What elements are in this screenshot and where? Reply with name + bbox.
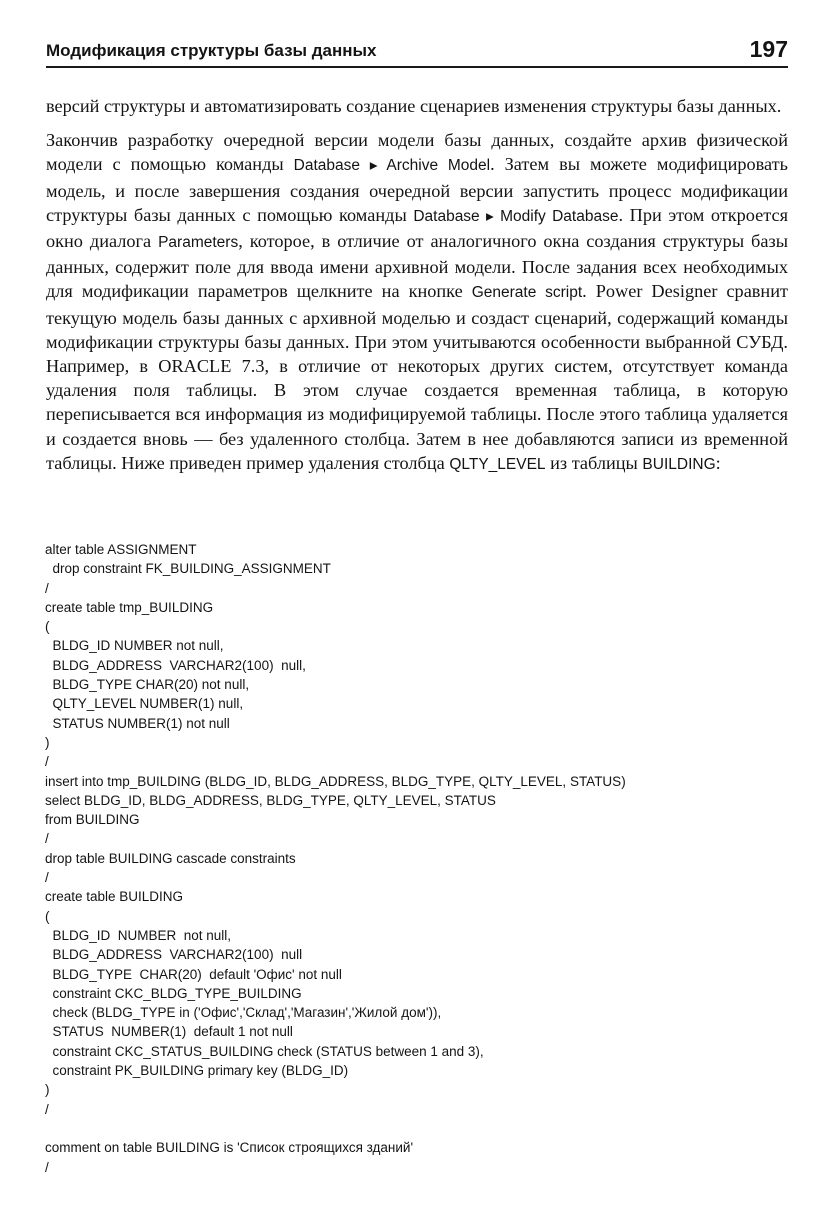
- code-line: insert into tmp_BUILDING (BLDG_ID, BLDG_ADDRESS, BLDG_TYPE, QLTY_LEVEL, STATUS): [45, 773, 626, 789]
- code-line: create table BUILDING: [45, 889, 184, 905]
- menu-command-modify-database: Database ▸ Modify Database: [413, 207, 619, 225]
- code-line: STATUS NUMBER(1) default 1 not null: [45, 1024, 293, 1040]
- code-line: BLDG_ID NUMBER not null,: [45, 638, 224, 654]
- text-segment: . Затем вы можете модифицировать модель, и после завершения создания очередной версии запустить процесс модификации структуры базы данных с помощью команды: [46, 154, 788, 225]
- code-line: ): [45, 1082, 50, 1098]
- code-line: (: [45, 619, 50, 635]
- code-line: /: [45, 1101, 49, 1117]
- code-line: /: [45, 870, 49, 886]
- code-line: BLDG_ADDRESS VARCHAR2(100) null,: [45, 657, 306, 673]
- text-segment: . При этом откроется окно диалога: [46, 204, 788, 252]
- running-title: Модификация структуры базы данных: [46, 41, 377, 60]
- code-line: /: [45, 831, 49, 847]
- text-segment: из таблицы: [545, 452, 643, 473]
- code-listing: [45, 540, 805, 1177]
- code-line: comment on table BUILDING is 'Список строящихся зданий': [45, 1140, 414, 1156]
- code-line: check (BLDG_TYPE in ('Офис','Склад','Магазин','Жилой дом')),: [45, 1005, 442, 1021]
- code-line: (: [45, 908, 50, 924]
- paragraph-main: [46, 128, 788, 477]
- code-line: ): [45, 734, 50, 750]
- code-line: QLTY_LEVEL NUMBER(1) null,: [45, 696, 244, 712]
- code-line: constraint PK_BUILDING primary key (BLDG_ID): [45, 1063, 349, 1079]
- column-name: QLTY_LEVEL: [449, 455, 546, 473]
- code-line: BLDG_TYPE CHAR(20) not null,: [45, 677, 250, 693]
- table-name: BUILDING: [642, 455, 716, 473]
- text-segment: , которое, в отличие от аналогичного окна создания структуры базы данных, содержит поле для ввода имени архивной модели. После задания всех необходимых для модификации параметров щелкните на кнопке: [46, 231, 788, 302]
- code-line: alter table ASSIGNMENT: [45, 542, 197, 557]
- code-line: /: [45, 1159, 49, 1175]
- code-line: /: [45, 580, 49, 596]
- code-line: [45, 1119, 805, 1138]
- code-line: constraint CKC_STATUS_BUILDING check (STATUS between 1 and 3),: [45, 1043, 484, 1059]
- text-segment: :: [715, 452, 721, 473]
- button-name: Generate script: [471, 284, 583, 302]
- body-text: [46, 94, 788, 487]
- dialog-name: Parameters: [158, 234, 239, 252]
- text-segment: Закончив разработку очередной версии модели базы данных, создайте архив физической модели с помощью команды: [46, 130, 788, 175]
- code-line: BLDG_ADDRESS VARCHAR2(100) null: [45, 947, 303, 963]
- code-line: create table tmp_BUILDING: [45, 599, 214, 615]
- page-header: [46, 36, 788, 68]
- menu-command-archive-model: Database ▸ Archive Model: [293, 157, 491, 175]
- code-line: /: [45, 754, 49, 770]
- code-line: from BUILDING: [45, 812, 140, 828]
- code-line: constraint CKC_BLDG_TYPE_BUILDING: [45, 985, 302, 1001]
- code-line: STATUS NUMBER(1) not null: [45, 715, 230, 731]
- code-line: drop constraint FK_BUILDING_ASSIGNMENT: [45, 561, 331, 577]
- code-line: select BLDG_ID, BLDG_ADDRESS, BLDG_TYPE, QLTY_LEVEL, STATUS: [45, 792, 496, 808]
- code-line: BLDG_ID NUMBER not null,: [45, 927, 232, 943]
- page-number: 197: [749, 36, 788, 62]
- code-line: BLDG_TYPE CHAR(20) default 'Офис' not null: [45, 966, 342, 982]
- text-segment: . Power Designer сравнит текущую модель базы данных с архивной моделью и создаст сценарий, содержащий команды модификации структуры базы данных. При этом учитываются особенности выбранной СУБД. Например, в ORACLE 7.3, в отличие от некоторых других систем, отсутствует команда удаления поля таблицы. В этом случае создается временная таблица, в которую переписывается вся информация из модифицируемой таблицы. После этого таблица удаляется и создается вновь — без удаленного столбца. Затем в нее добавляются записи из временной таблицы. Ниже приведен пример удаления столбца: [46, 281, 788, 473]
- code-line: drop table BUILDING cascade constraints: [45, 850, 296, 866]
- paragraph-continuation: версий структуры и автоматизировать создание сценариев изменения структуры базы данных.: [46, 96, 782, 116]
